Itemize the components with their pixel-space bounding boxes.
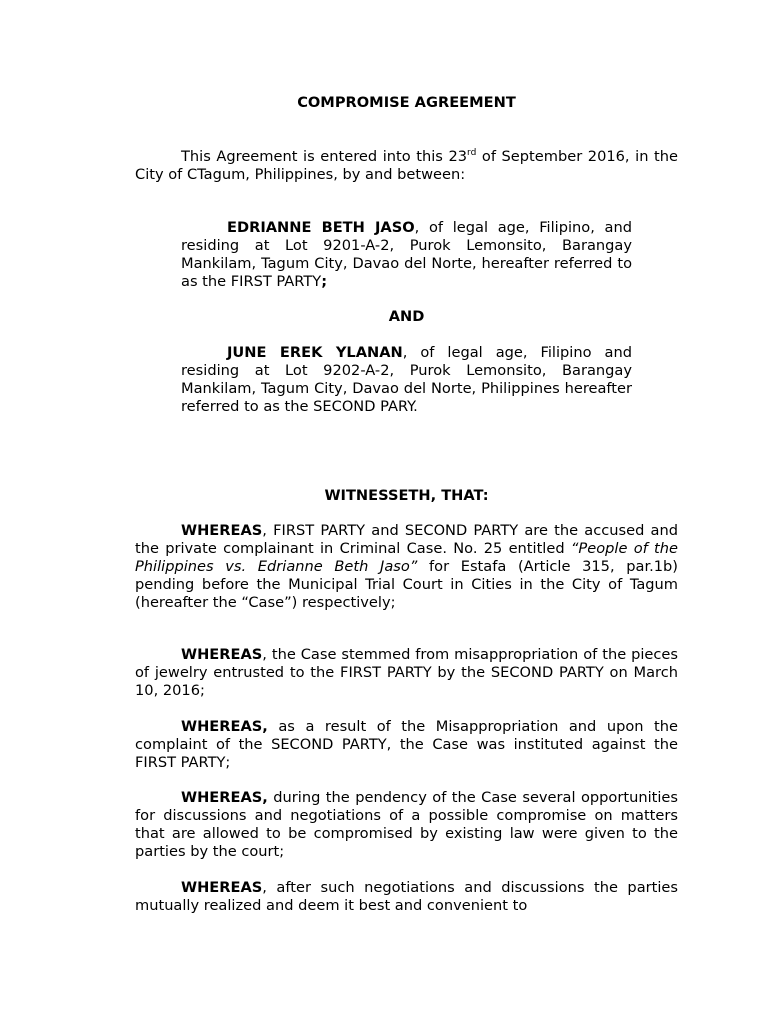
whereas-label: WHEREAS (181, 522, 263, 539)
second-party-name: JUNE EREK YLANAN (227, 344, 403, 361)
whereas-label: WHEREAS, (181, 718, 268, 735)
second-party-paragraph (181, 344, 632, 416)
whereas-clause-2 (135, 646, 678, 700)
whereas-text: , after such negotiations and discussions the parties mutually realized and deem it best and convenient to (135, 879, 678, 914)
whereas-text: , the Case stemmed from misappropriation of the pieces of jewelry entrusted to the FIRST PARTY by the SECOND PARTY on March 10, 2016; (135, 646, 678, 699)
whereas-label: WHEREAS (181, 646, 263, 663)
witnesseth-heading: WITNESSETH, THAT: (324, 487, 489, 504)
first-party-name: EDRIANNE BETH JASO (227, 219, 415, 236)
whereas-text-cont: for Estafa (Article 315, par.1b) pending before the Municipal Trial Court in Cities in the City of Tagum (hereafter the “Case”) respectively; (135, 557, 678, 611)
whereas-clause-4 (135, 789, 678, 861)
document-title: COMPROMISE AGREEMENT (297, 94, 516, 111)
whereas-text: during the pendency of the Case several opportunities for discussions and negotiations of a possible compromise on matters that are allowed to be compromised by existing law were given to the parties by the court; (135, 789, 678, 860)
case-title: “People of the Philippines vs. Edrianne Beth Jaso” (135, 539, 678, 575)
intro-text-2: of September 2016, in the City of CTagum, Philippines, by and between: (135, 148, 678, 183)
first-party-details: , of legal age, Filipino, and residing at Lot 9201-A-2, Purok Lemonsito, Barangay Mankilam, Tagum City, Davao del Norte, hereafter referred to as the FIRST PARTY (181, 219, 632, 290)
whereas-text: as a result of the Misappropriation and upon the complaint of the SECOND PARTY, the Case was instituted against the FIRST PARTY; (135, 718, 678, 771)
second-party-details: , of legal age, Filipino and residing at Lot 9202-A-2, Purok Lemonsito, Barangay Mankilam, Tagum City, Davao del Norte, Philippines hereafter referred to as the SECOND PARY. (181, 344, 632, 415)
whereas-clause-3 (135, 718, 678, 772)
whereas-label: WHEREAS, (181, 789, 268, 806)
intro-paragraph (135, 148, 678, 184)
whereas-label: WHEREAS (181, 879, 263, 896)
first-party-paragraph (181, 219, 632, 291)
and-label: AND (388, 308, 425, 325)
whereas-text: , FIRST PARTY and SECOND PARTY are the accused and the private complainant in Criminal Case. No. 25 entitled (135, 522, 678, 557)
whereas-clause-5 (135, 879, 678, 915)
first-party-end-mark: ; (321, 272, 328, 290)
intro-ordinal-suffix: rd (467, 148, 477, 158)
whereas-clause-1 (135, 522, 678, 612)
intro-text-1: This Agreement is entered into this 23 (181, 148, 468, 165)
